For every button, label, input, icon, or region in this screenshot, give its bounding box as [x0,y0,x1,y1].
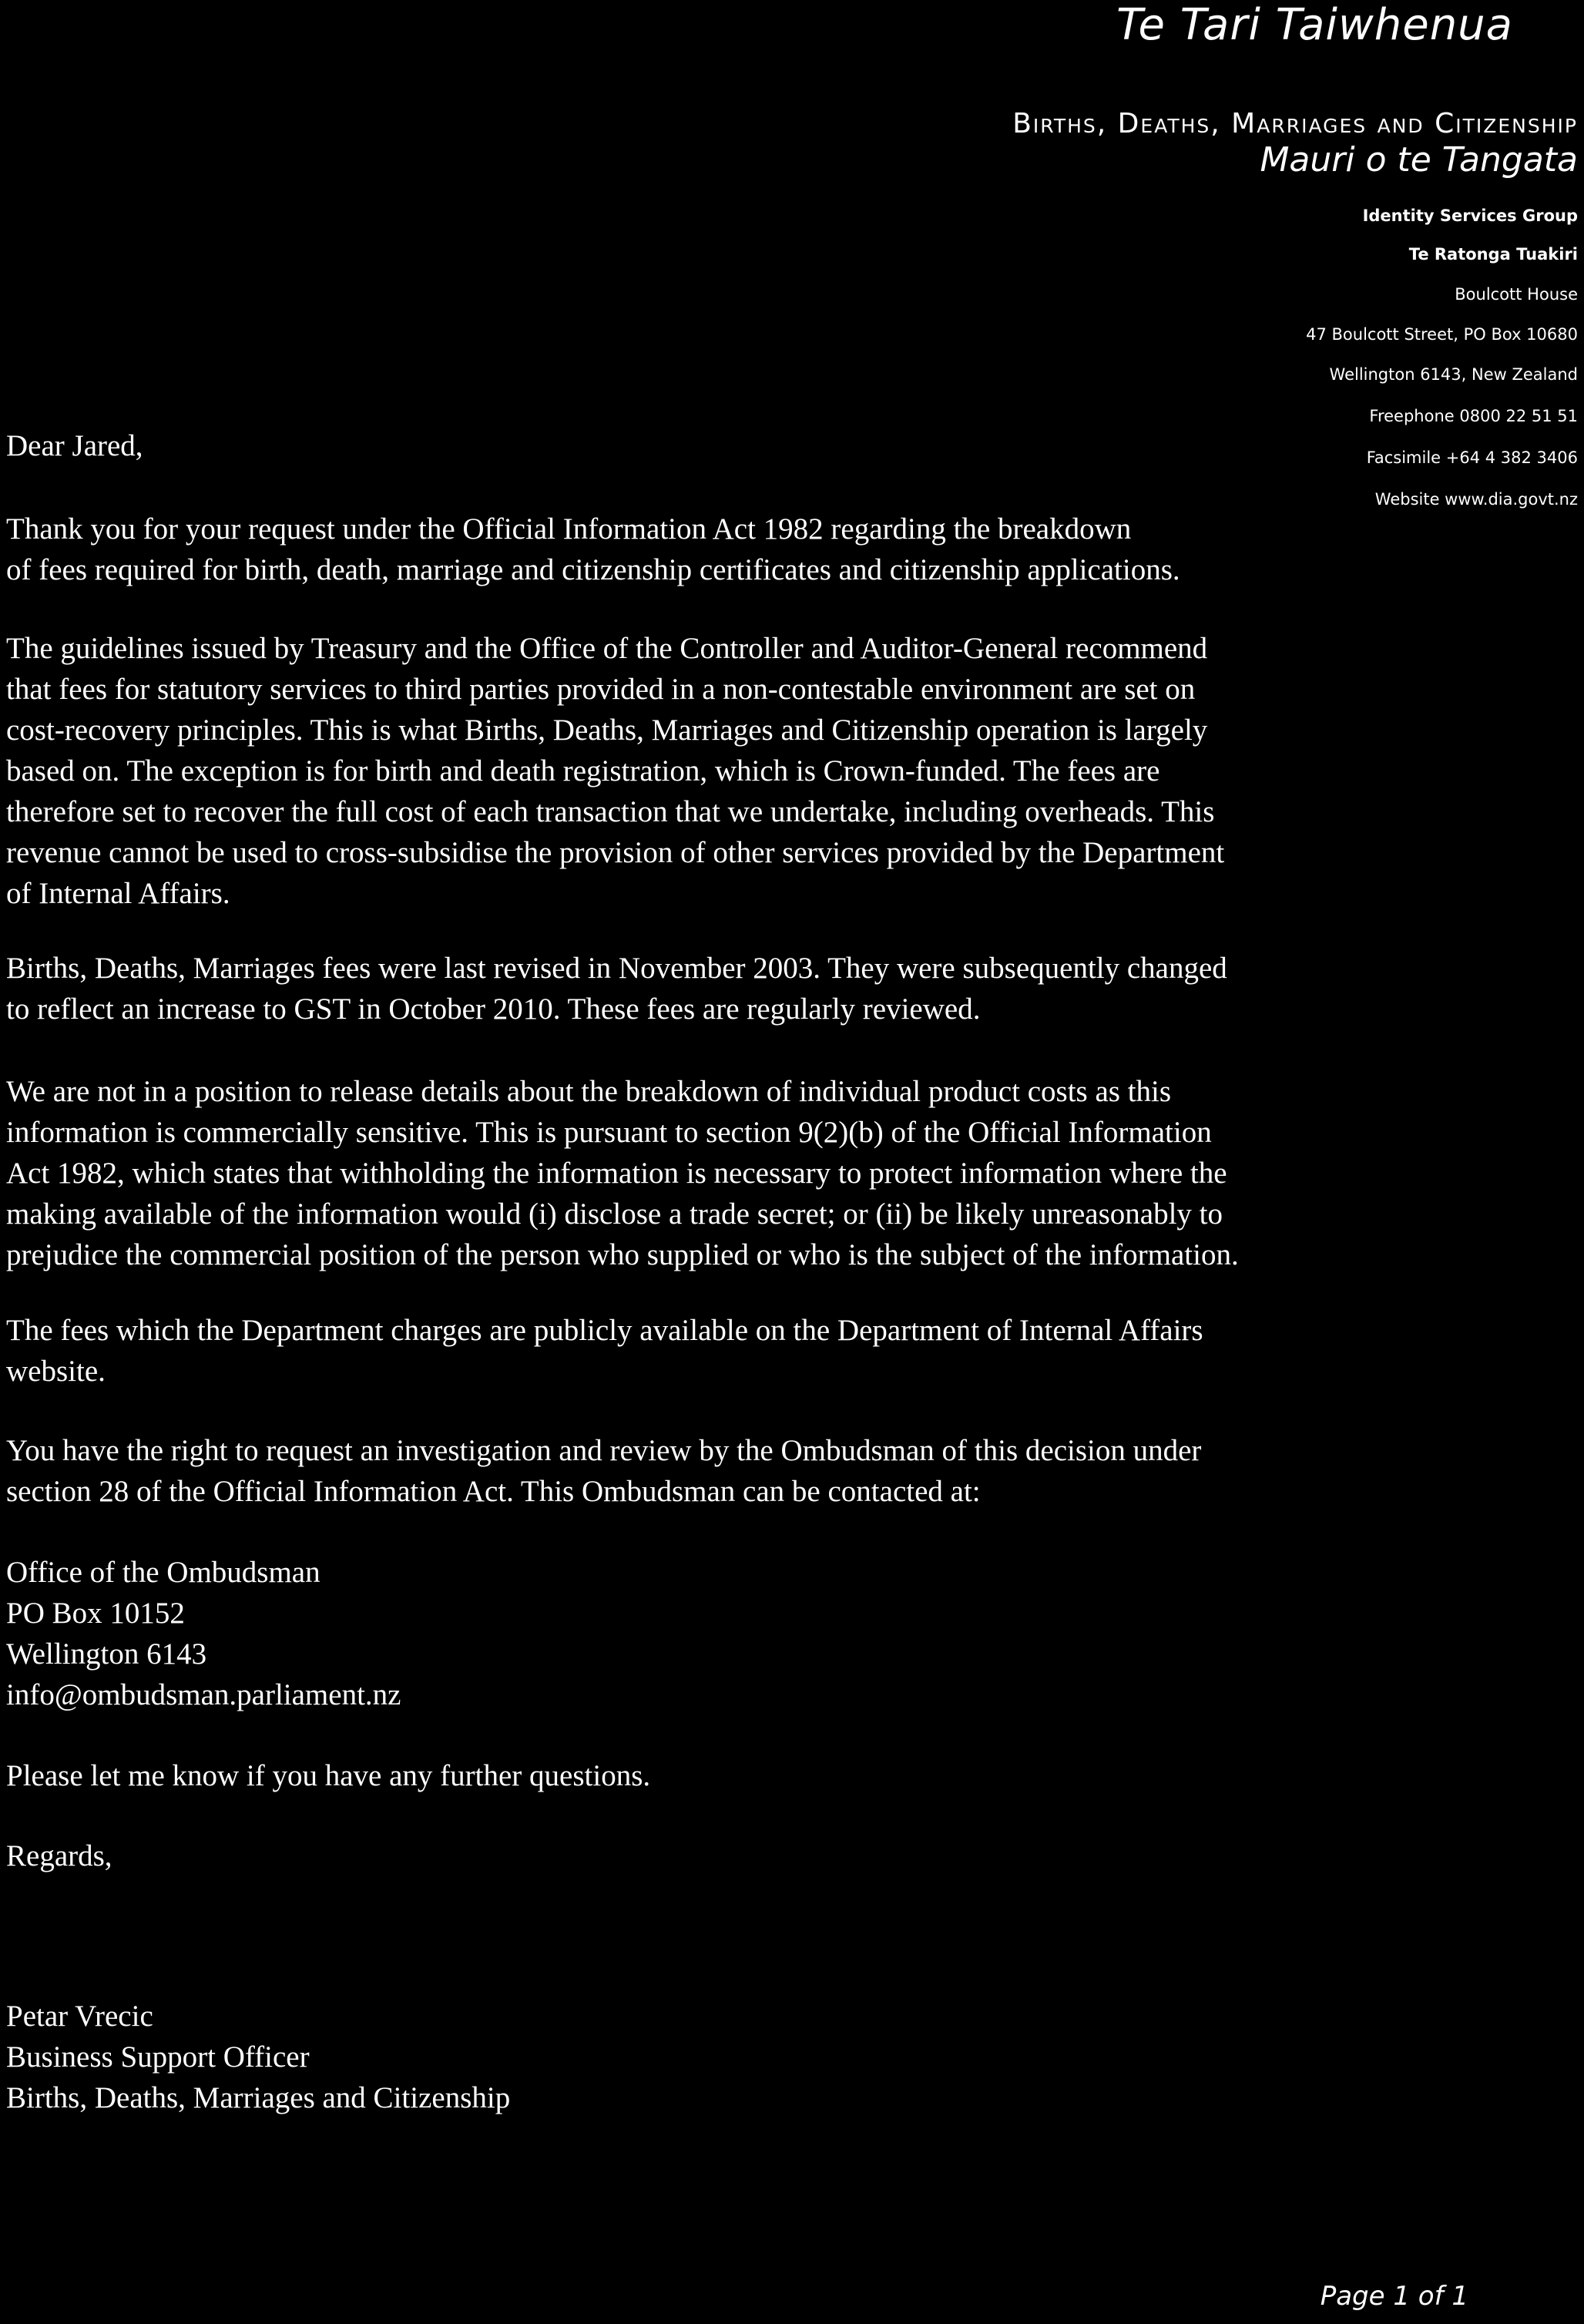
group-name: Identity Services Group [1362,207,1578,225]
ombudsman-address [6,1552,401,1715]
text-line: cost-recovery principles. This is what Births, Deaths, Marriages and Citizenship operation is largely [6,714,1208,747]
signature-block [6,1996,510,2118]
text-line: The guidelines issued by Treasury and the Office of the Controller and Auditor-General recommend [6,632,1208,665]
paragraph-revision [6,948,1227,1029]
text-line: of fees required for birth, death, marriage and citizenship certificates and citizenship applications. [6,553,1180,586]
signatory-title: Business Support Officer [6,2040,310,2074]
signoff: Regards, [6,1839,112,1872]
text-line: We are not in a position to release details about the breakdown of individual product costs as this [6,1075,1172,1108]
text-line: to reflect an increase to GST in October 2010. These fees are regularly reviewed. [6,992,981,1026]
division-name: Births, Deaths, Marriages and Citizenship [1012,108,1578,139]
building-name: Boulcott House [1455,285,1578,304]
freephone: Freephone 0800 22 51 51 [1369,407,1578,425]
website: Website www.dia.govt.nz [1374,490,1578,509]
text-line: information is commercially sensitive. This is pursuant to section 9(2)(b) of the Official Information [6,1116,1212,1149]
signatory-name: Petar Vrecic [6,2000,153,2033]
paragraph-request [6,509,1180,590]
department-maori-name: Te Tari Taiwhenua [1116,0,1513,50]
group-maori-name: Te Ratonga Tuakiri [1408,245,1578,264]
text-line: section 28 of the Official Information Act. This Ombudsman can be contacted at: [6,1475,981,1508]
text-line: making available of the information would (i) disclose a trade secret; or (ii) be likely unreasonably to [6,1197,1223,1231]
text-line: of Internal Affairs. [6,877,230,910]
text-line: revenue cannot be used to cross-subsidise the provision of other services provided by the Department [6,836,1225,869]
division-maori-name: Mauri o te Tangata [1260,140,1578,180]
text-line: You have the right to request an investigation and review by the Ombudsman of this decision under [6,1434,1202,1467]
salutation: Dear Jared, [6,429,143,462]
text-line: therefore set to recover the full cost of each transaction that we undertake, including overheads. This [6,795,1215,828]
facsimile: Facsimile +64 4 382 3406 [1366,448,1578,467]
text-line: The fees which the Department charges are publicly available on the Department of Internal Affairs [6,1314,1203,1347]
text-line: Thank you for your request under the Official Information Act 1982 regarding the breakdown [6,512,1132,546]
text-line: that fees for statutory services to third parties provided in a non-contestable environment are set on [6,673,1196,706]
page-number: Page 1 of 1 [1320,2281,1468,2312]
signatory-unit: Births, Deaths, Marriages and Citizenship [6,2081,511,2114]
text-line: Births, Deaths, Marriages fees were last revised in November 2003. They were subsequently changed [6,952,1227,985]
address-line: Wellington 6143 [6,1637,207,1671]
ombudsman-email: info@ombudsman.parliament.nz [6,1678,401,1711]
address-line: PO Box 10152 [6,1597,185,1630]
paragraph-ombudsman-right [6,1430,1201,1512]
street-address: 47 Boulcott Street, PO Box 10680 [1306,325,1578,344]
text-line: prejudice the commercial position of the person who supplied or who is the subject of the information. [6,1238,1239,1271]
city-address: Wellington 6143, New Zealand [1329,365,1578,384]
text-line: based on. The exception is for birth and death registration, which is Crown-funded. The fees are [6,754,1160,788]
paragraph-fees-public [6,1310,1203,1392]
paragraph-withholding [6,1071,1239,1275]
address-line: Office of the Ombudsman [6,1556,320,1589]
text-line: website. [6,1355,106,1388]
paragraph-guidelines [6,628,1224,914]
text-line: Act 1982, which states that withholding the information is necessary to protect information where the [6,1157,1227,1190]
closing-question: Please let me know if you have any further questions. [6,1759,651,1792]
